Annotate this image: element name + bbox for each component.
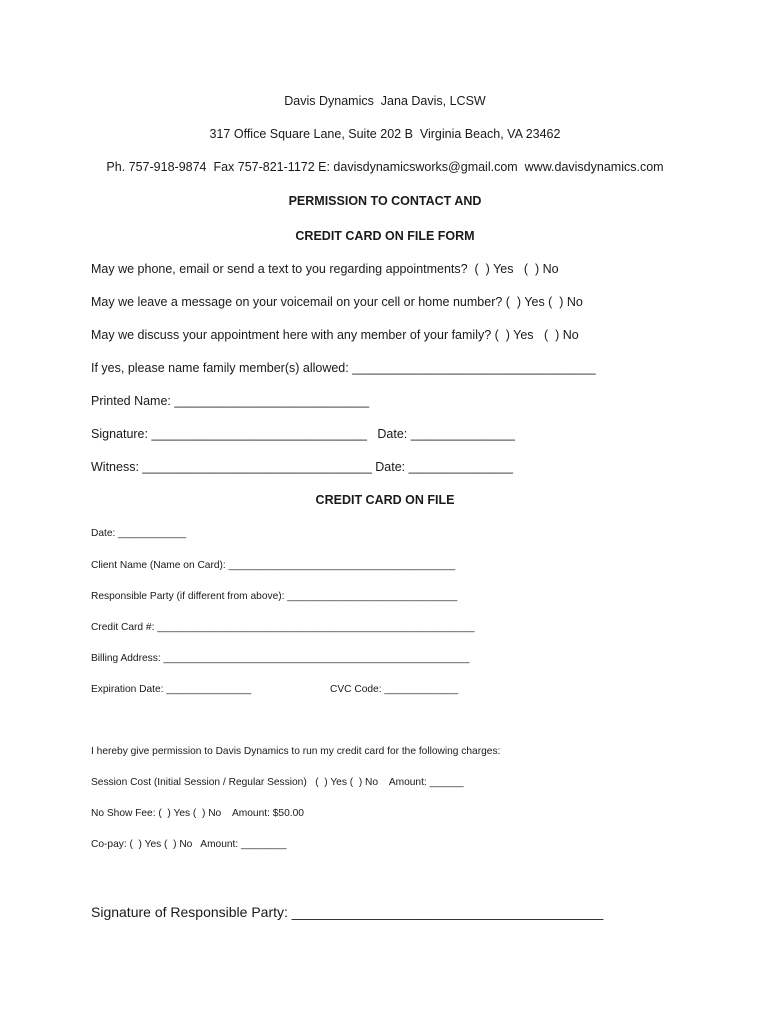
signature-date-field: Signature: _______________________________ Date: _______________ [91, 427, 516, 441]
cvc-code-field: CVC Code: _____________ [330, 684, 459, 695]
question-contact-appointments: May we phone, email or send a text to you regarding appointments? ( ) Yes ( ) No [91, 262, 559, 276]
responsible-party-signature-field: Signature of Responsible Party: ________________________________________ [91, 904, 604, 920]
cc-date-field: Date: ____________ [91, 528, 187, 539]
header-practice-name: Davis Dynamics Jana Davis, LCSW [284, 94, 486, 108]
session-cost-field: Session Cost (Initial Session / Regular Session) ( ) Yes ( ) No Amount: ______ [91, 777, 464, 788]
form-title-line1: PERMISSION TO CONTACT AND [288, 194, 482, 208]
form-title-line2: CREDIT CARD ON FILE FORM [295, 229, 475, 243]
permission-statement: I hereby give permission to Davis Dynamics to run my credit card for the following charges: [91, 746, 501, 757]
expiration-date-field: Expiration Date: _______________ [91, 684, 252, 695]
printed-name-field: Printed Name: ____________________________ [91, 394, 370, 408]
credit-card-heading: CREDIT CARD ON FILE [315, 493, 455, 507]
copay-field: Co-pay: ( ) Yes ( ) No Amount: ________ [91, 839, 287, 850]
question-family-discuss: May we discuss your appointment here with any member of your family? ( ) Yes ( ) No [91, 328, 579, 342]
no-show-fee-field: No Show Fee: ( ) Yes ( ) No Amount: $50.00 [91, 808, 304, 819]
header-contact-info: Ph. 757-918-9874 Fax 757-821-1172 E: davisdynamicsworks@gmail.com www.davisdynamics.com [106, 160, 664, 174]
client-name-field: Client Name (Name on Card): ________________________________________ [91, 560, 456, 571]
credit-card-number-field: Credit Card #: ________________________________________________________ [91, 622, 475, 633]
billing-address-field: Billing Address: ______________________________________________________ [91, 653, 470, 664]
question-voicemail: May we leave a message on your voicemail on your cell or home number? ( ) Yes ( ) No [91, 295, 583, 309]
witness-date-field: Witness: _________________________________ Date: _______________ [91, 460, 513, 474]
family-members-field: If yes, please name family member(s) allowed: ___________________________________ [91, 361, 596, 375]
responsible-party-field: Responsible Party (if different from above): ______________________________ [91, 591, 458, 602]
header-address: 317 Office Square Lane, Suite 202 B Virginia Beach, VA 23462 [209, 127, 561, 141]
